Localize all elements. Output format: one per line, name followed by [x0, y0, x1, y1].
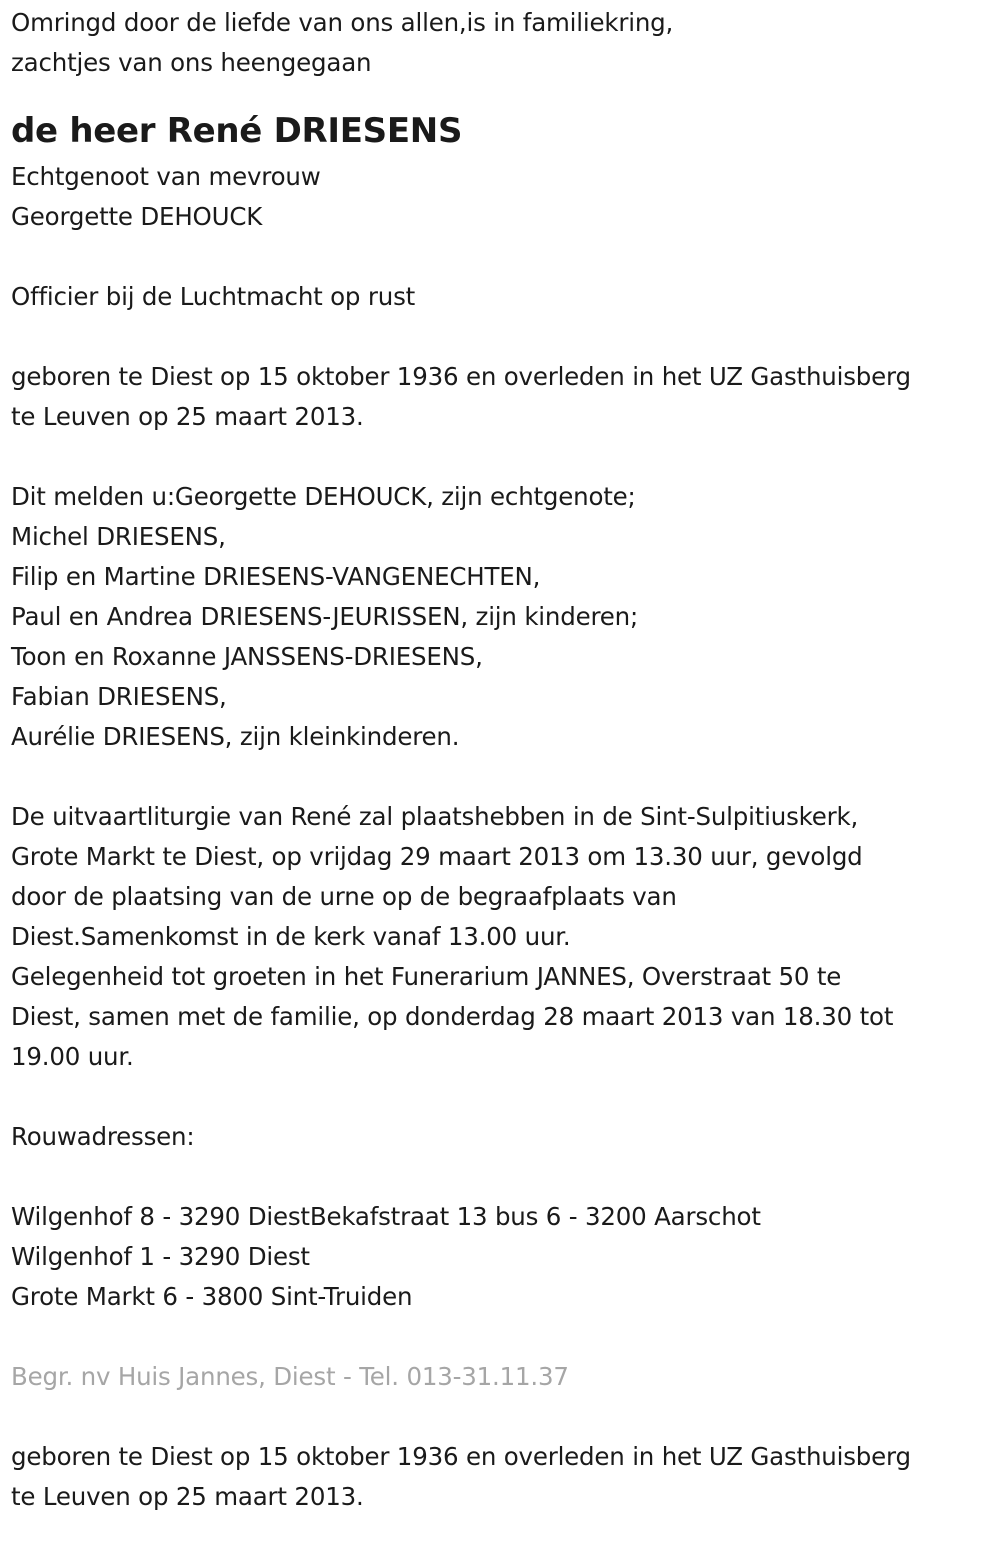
funeral-line: door de plaatsing van de urne op de begraafplaats van — [11, 882, 677, 911]
addresses-label: Rouwadressen: — [11, 1122, 195, 1151]
funeral-details — [11, 797, 1000, 1077]
spouse-line-1: Echtgenoot van mevrouw — [11, 162, 321, 191]
family-line: Aurélie DRIESENS, zijn kleinkinderen. — [11, 722, 460, 751]
family-line: Fabian DRIESENS, — [11, 682, 227, 711]
birth-death-line-2: te Leuven op 25 maart 2013. — [11, 402, 364, 431]
funeral-line: De uitvaartliturgie van René zal plaatshebben in de Sint-Sulpitiuskerk, — [11, 802, 859, 831]
undertaker-info: Begr. nv Huis Jannes, Diest - Tel. 013-31.11.37 — [11, 1362, 569, 1391]
birth-death-repeat-line-2: te Leuven op 25 maart 2013. — [11, 1482, 364, 1511]
funeral-line: Diest.Samenkomst in de kerk vanaf 13.00 uur. — [11, 922, 571, 951]
family-line: Paul en Andrea DRIESENS-JEURISSEN, zijn kinderen; — [11, 602, 639, 631]
address-list — [11, 1197, 1000, 1317]
address-line: Wilgenhof 8 - 3290 DiestBekafstraat 13 bus 6 - 3200 Aarschot — [11, 1202, 761, 1231]
funeral-line: 19.00 uur. — [11, 1042, 134, 1071]
funeral-line: Grote Markt te Diest, op vrijdag 29 maart 2013 om 13.30 uur, gevolgd — [11, 842, 863, 871]
family-line: Dit melden u:Georgette DEHOUCK, zijn echtgenote; — [11, 482, 636, 511]
family-line: Toon en Roxanne JANSSENS-DRIESENS, — [11, 642, 483, 671]
spouse-line-2: Georgette DEHOUCK — [11, 202, 263, 231]
family-line: Filip en Martine DRIESENS-VANGENECHTEN, — [11, 562, 541, 591]
address-line: Grote Markt 6 - 3800 Sint-Truiden — [11, 1282, 413, 1311]
family-list — [11, 477, 1000, 757]
birth-death-line-1: geboren te Diest op 15 oktober 1936 en overleden in het UZ Gasthuisberg — [11, 362, 911, 391]
intro-line-2: zachtjes van ons heengegaan — [11, 48, 372, 77]
intro-line-1: Omringd door de liefde van ons allen,is in familiekring, — [11, 8, 674, 37]
family-line: Michel DRIESENS, — [11, 522, 226, 551]
occupation: Officier bij de Luchtmacht op rust — [11, 282, 416, 311]
funeral-line: Gelegenheid tot groeten in het Funerarium JANNES, Overstraat 50 te — [11, 962, 842, 991]
deceased-name: de heer René DRIESENS — [11, 111, 463, 151]
funeral-line: Diest, samen met de familie, op donderdag 28 maart 2013 van 18.30 tot — [11, 1002, 894, 1031]
birth-death-repeat-line-1: geboren te Diest op 15 oktober 1936 en overleden in het UZ Gasthuisberg — [11, 1442, 911, 1471]
address-line: Wilgenhof 1 - 3290 Diest — [11, 1242, 310, 1271]
